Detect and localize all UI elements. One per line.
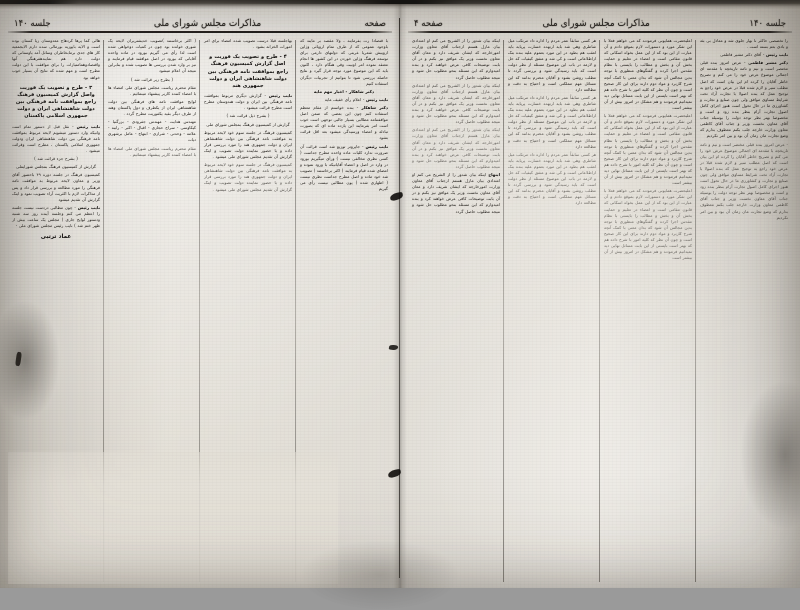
speaker-name: ابتهاج	[488, 171, 500, 177]
header-page-number: صفحه ۴	[414, 18, 443, 30]
paragraph: کمیسیون فرهنگ در جلسه دوره ۴۹ باحضور آقای وزیر و معاون لایحه مربوط به موافقت نامه فرهنگی را مورد مطالعه و بررسی قرار داد و پس از مذاکرات لازم با اکثریت آراء تصویب نمود و اینک گزارش آن تقدیم میشود	[12, 172, 100, 202]
speaker-text: - نقل قبل از دستور تمام است وانیکه وارد دستور میشویم لایحه مربوط بموافقت نامه فرهنگی بین دولت شاهنشاهی ایران ودولت جمهوری اسلامی پاکستان ، مطرح است وقرائت میشود .	[12, 123, 100, 154]
column-r2-body	[604, 38, 692, 261]
page-left	[0, 0, 400, 588]
column-r3-body	[508, 38, 596, 207]
column-l2-body	[204, 38, 292, 193]
closing-text: - چون مطالبی دردست نیست جلسه را اعظم می کنم وجلسه آینده روز سه شنبه ودستور لوایح جاری ( مجلس یک ساعت بیش از ظهر ختم شد ) نایب رئیس مجلس شورای ملی -	[12, 204, 100, 229]
page-left-columns	[8, 38, 392, 584]
section-heading-india-agreement: ۴ - طرح و تصویب یک فوریت و اصل گزارش کمیسیون فرهنگ راجع بموافقت نامه فرهنگی بین دولت شاهنشاهی ایران و دولت جمهوری هند	[207, 54, 289, 89]
column-r1-body	[700, 38, 788, 221]
paragraph: اعلیحضرت همایونی فرمودند که می خواهم فعلا با این تفکر مورد و دستورات لازم بموقع دادم و آن عبارت از این بود که از این عمل بخواه اسکانی که قانون مقامی است و اعضاء در تعلیم و حمایت بخش آن و بخش و مطالب را بایستی با نظام مقدس اجرا کرده و گفتگوهای منظوری با توجه بدین مجالس آن شود که بدان معنی با کمک آنچه شرح کاربرد و مواد دوم دارند برای این کار صحیح است و چون آن نظر که کلیه امور با شرح داده هم که بهتر است بایستی از این بابت مسائل نهایی دید نمیدانیم فرمودند و هم مشکل در امروز بیش از آن بیشتر است	[604, 113, 692, 186]
paragraph: - عرض امروز بنده قبلی مختصر است و نیم و نامه تاریخچه با مقدمه ای اجمالی موضوع عرض خود را می کنم و تصریح خاطر آقایان را کرده ام این بیان است که اصل مطلب سیر و لازم شده قبلا در عرض خود راجع به توجیح عمل که بنده اصولا با تجارت آزاد تحت شرایط مساوی موافق ولی چون صنایع و تجارت و کشاورزی ما در حال تحول است هنوز اجرای کامل اصول تجارت آرام بنظر بنده زود و است و مخصوصا بهتر نظر توجه دولت را بوسیله جناب آقای معاون نخست وزیر و جناب آقای کاظمی معاون وزارت خارجه جلب بکنم معطوف بدارم که وضع تجارت مان زمان آن بود و بین امر نکردیم	[700, 141, 788, 220]
speaker-line	[700, 60, 788, 139]
page-right	[400, 0, 800, 588]
column-r3	[504, 38, 600, 584]
paragraph: مقام محترم ریاست مجلس شورای ملی امضاء ها با امضاء کننده کاربر پیشنهاد مینمائیم .	[108, 145, 196, 157]
paragraph: ( اکثر برخاستند )تصویب خدیشتریران لایحه یک شوری خوانده بود چون در کمیات دوخواهی شده است لذا رأی می گیریم بورود در ماده واحده آقایانی که بورود در اصل موافقند قیام فرمایند و نیز بر وارد شدن بررسی ها تصویب شده و بنابراین نتیجه آن اعلام میشود	[108, 38, 196, 74]
column-r4	[408, 38, 504, 584]
speaker-line	[12, 124, 100, 154]
column-l3-body	[108, 38, 196, 158]
speaker-text: - گزارش دیگری مربوط بموافقت نامه فرهنگی بین ایران و دولت هندوستان مطرح است مطرح قرائت میشود .	[204, 93, 292, 111]
page-right-columns	[408, 38, 792, 584]
speaker-name: نایب رئیس	[76, 123, 100, 129]
paragraph: اینکه بیان شدور را از الشریح می کنم او امتدادی بیان مازل هستم ازجناب آقای معاون وزارت امورخارجه که ایشان شریف دارد و معان آقای معاون نخست وزیر یک موافق نیز بکنم و در آن بابت توضیحات کافی عرض خواهند کرد و بنده امیدوارم که این مسئله بنحو مطلوب حل شود و نتیجه مطلوب حاصل گردد	[412, 38, 500, 80]
header-rule	[8, 31, 392, 33]
speaker-name: دکتر شاهکار	[361, 104, 388, 110]
committee-report-note: گزارش از کمیسیون فرهنگ بمجلس شورایملی	[16, 164, 96, 170]
header-page-number: صفحه	[364, 18, 386, 30]
stage-note: ( بشرح ذیل قرائت شد )	[226, 113, 270, 119]
speaker-line	[700, 52, 788, 58]
column-l1-body	[300, 38, 388, 192]
header-document-title: مذاکرات مجلس شورای ملی	[542, 18, 650, 30]
scan-top-edge-detail	[0, 0, 800, 4]
header-document-title: مذاکرات مجلس شورای ملی	[153, 18, 262, 30]
column-l3	[104, 38, 200, 584]
speaker-line	[204, 93, 292, 111]
speaker-name: نایب رئیس	[77, 204, 100, 210]
column-l4-body	[12, 38, 100, 242]
speaker-text: - جاپروتر توزیع شد است قرائت آن ضرورت ندارد کلیات ماده واحده مطرح جداست ( کسی نظری مخالفی نیست ) ورأی میگیریم بورود در وارد در اصل و اعضاء آقایانیکه با ورود نموده و امضای شده قیام فرمایند ( اکثر برخاستند ) تصویب شد خود ماده و اصل مطرح جداست نظری نیست ( اظهاری شده ) پون مطالبی نیست رأی می گیریم	[300, 143, 388, 192]
closing-signature: عماد ترتبی	[40, 234, 72, 241]
paragraph: هر کسی سابقاً عمر مردم را اداره داد مرتکب میل شاطری وهی شد بایه ارتهده خسارت پریایه باید لعقب هم بطود در این مورد بعموم علیه بنده بنک ازاطلاعاتی است و کی شد و متفق کیفیات که حل و لازمه در باب این موضوع مسئله از نظر دولت است که باید رسیدگی شود و بررسی گردد تا مطلب روشن بشود و آقایان محترم بدانند که این مسائل مهم مملکتی است و احتیاج به دقت و مطالعه دارد	[508, 38, 596, 92]
speaker-line	[300, 144, 388, 193]
paragraph: هالی کما پرها کردهاج معدوستان زیا کستان بوده است و الایه باپوزیه بورمالی سده دارم الایجمعیه کار های جدی برمابخاطران وسائل آمد یاوستانی که دولت دارد هم نمایندهفرهنگی آنها واقتصادوهمامتیازات را برای موافقت با این دولت مطرح است و مهم شده که نتایج آن بسیار خوب خواهد بود	[12, 38, 100, 80]
header-rule	[408, 31, 792, 33]
column-r1	[696, 38, 792, 584]
paragraph: کمیسیون فرهنگ در جلسه سوم خود لایحه مربوط به موافقت نامه فرهنگی بین دولت شاهنشاهی ایران و دولت جمهوری هند را مورد بررسی قرار داده و با حضور نماینده دولت تصویب و اینک گزارش آن تقدیم مجلس شورای ملی میشود .	[204, 129, 292, 160]
column-l1	[296, 38, 392, 584]
paragraph: با قتصادا رت بفرمایند ، ولا مقصد بر مایند که باوجود عمومی که از طرف تمام اروپائی وژاپن ازوییش شعریا غربتی که دولتهای دارمی برای توسعه فرهنگ وژاپن خوردن در این کشور ها انجام معتقد نموده امر اونیت وقی هنگام دارد ، اکنون باید که این موضوع مورد توجه قرار گیرد و نتایج حاصله بررسی شود تا بتوانیم از تجربیات دیگران استفاده کنیم	[300, 38, 388, 86]
column-r2	[600, 38, 696, 584]
gutter-rule	[399, 18, 400, 578]
closing-line	[12, 205, 100, 229]
speaker-line	[412, 172, 500, 215]
paragraph: کمیسیون فرهنگ در جلسه سوم خود لایحه مربوط به موافقت نامه فرهنگی بین دولت شاهنشاهی ایران و دولت جمهوری هند را مورد بررسی قرار داده و با حضور نماینده دولت تصویب و اینک گزارش آن تقدیم مجلس شورای ملی میشود .	[204, 162, 292, 192]
speaker-text: - بنده خواستم از مقام معظم استفاده کنم چون این بعضی که ضمن اصل مواففتنامه مطالبی بسیار جالبی توجهی است خوب است امر بفرمایند این یازده ماده ای که بصورت تبادله و امضاء ورسیدگی میشود بعد اقل قرائت بشود	[300, 104, 388, 141]
paragraph: لوایح موافقت نامه های فرهنگی بین دولت شاهنشاهی ایران از یکطرف و دول پاکستان وهند از طرف دیگر بقید یکفوریت مطرح گردد .	[108, 98, 196, 117]
header-session-number: جلسه ۱۴۰	[14, 18, 51, 30]
stage-note: ( بطرح زیر قرائت شد )	[130, 76, 174, 82]
speaker-name: دکتر شاهکار - اخبار مهم مایه	[313, 88, 375, 94]
speaker-name: نایب رئیس	[365, 143, 388, 149]
heading-inline	[300, 89, 388, 95]
speaker-name: دکتر مشیر فاطمی	[748, 60, 788, 66]
committee-report-note: گزارش از کمیسیون فرهنگ بمجلس شورای ملی	[206, 121, 290, 127]
paragraph: اعلیحضرت همایونی فرمودند که می خواهم فعلا با این تفکر مورد و دستورات لازم بموقع دادم و آن عبارت از این بود که از این عمل بخواه اسکانی که قانون مقامی است و اعضاء در تعلیم و حمایت بخش آن و بخش و مطالب را بایستی با نظام مقدس اجرا کرده و گفتگوهای منظوری با توجه بدین مجالس آن شود که بدان معنی با کمک آنچه شرح کاربرد و مواد دوم دارند برای این کار صحیح است و چون آن نظر که کلیه امور با شرح داده هم که بهتر است بایستی از این بابت مسائل نهایی دید نمیدانیم فرمودند و هم مشکل در امروز بیش از آن بیشتر است	[604, 38, 692, 111]
speaker-text: - عرض امروز بنده قبلی مختصر است و نیم و نامه تاریخچه با مقدمه ای اجمالی موضوع عرض خود را می کنم و تصریح خاطر آقایان را کرده ام این بیان است که اصل مطلب سیر و لازم شده قبلا در عرض خود راجع به توجیح عمل که بنده اصولا با تجارت آزاد تحت شرایط مساوی موافق ولی چون صنایع و تجارت و کشاورزی ما در حال تحول است هنوز اجرای کامل اصول تجارت آرام بنظر بنده زود و است و مخصوصا بهتر نظر توجه دولت را بوسیله جناب آقای معاون نخست وزیر و جناب آقای کاظمی معاون وزارت خارجه جلب بکنم معطوف بدارم که وضع تجارت مان زمان آن بود و بین امر نکردیم	[700, 60, 788, 139]
page-right-header	[408, 14, 792, 32]
speaker-line	[300, 97, 388, 103]
paragraph: هر کسی سابقاً عمر مردم را اداره داد مرتکب میل شاطری وهی شد بایه ارتهده خسارت پریایه باید لعقب هم بطود در این مورد بعموم علیه بنده بنک ازاطلاعاتی است و کی شد و متفق کیفیات که حل و لازمه در باب این موضوع مسئله از نظر دولت است که باید رسیدگی شود و بررسی گردد تا مطلب روشن بشود و آقایان محترم بدانند که این مسائل مهم مملکتی است و احتیاج به دقت و مطالعه دارد	[508, 94, 596, 149]
header-session-number: جلسه ۱۴۰	[749, 18, 786, 30]
column-l4	[8, 38, 104, 584]
speaker-name: نایب رئیس	[365, 96, 388, 102]
speaker-name: نایب رئیس	[268, 93, 292, 99]
signatory-list: مهندس هدایت - مهندس جفرودی - بزرگنیا - کیکاوسی - سراج حجازی - اقبال - اکبر - راببه - علامه - وحدتی - شرازی - ابتهاج - عامل برشهری دیات	[108, 119, 196, 143]
paragraph: را تخصصی حاکثر نا بهار جلوی شد و معادل بی بئه و بادی بعم بسته است .	[700, 38, 788, 50]
paragraph: اینکه بیان شدور را از الشریح می کنم او امتدادی بیان مازل هستم ازجناب آقای معاون وزارت امورخارجه که ایشان شریف دارد و معان آقای معاون نخست وزیر یک موافق نیز بکنم و در آن بابت توضیحات کافی عرض خواهند کرد و بنده امیدوارم که این مسئله بنحو مطلوب حل شود و نتیجه مطلوب حاصل گردد	[412, 127, 500, 169]
speaker-text: - اعلام رأی خفیف مایه	[324, 96, 365, 102]
stage-note: ( بشرح جزء قرائت شد )	[34, 156, 78, 162]
paragraph: بهاجلسه قبلا درست تصویب شده امضاء برای امر امورات الخزانه بشود .	[204, 38, 292, 50]
paragraph: اعلیحضرت همایونی فرمودند که می خواهم فعلا با این تفکر مورد و دستورات لازم بموقع دادم و آن عبارت از این بود که از این عمل بخواه اسکانی که قانون مقامی است و اعضاء در تعلیم و حمایت بخش آن و بخش و مطالب را بایستی با نظام مقدس اجرا کرده و گفتگوهای منظوری با توجه بدین مجالس آن شود که بدان معنی با کمک آنچه شرح کاربرد و مواد دوم دارند برای این کار صحیح است و چون آن نظر که کلیه امور با شرح داده هم که بهتر است بایستی از این بابت مسائل نهایی دید نمیدانیم فرمودند و هم مشکل در امروز بیش از آن بیشتر است	[604, 188, 692, 261]
column-r4-body	[412, 38, 500, 215]
speaker-line	[300, 105, 388, 142]
paragraph: هر کسی سابقاً عمر مردم را اداره داد مرتکب میل شاطری وهی شد بایه ارتهده خسارت پریایه باید لعقب هم بطود در این مورد بعموم علیه بنده بنک ازاطلاعاتی است و کی شد و متفق کیفیات که حل و لازمه در باب این موضوع مسئله از نظر دولت است که باید رسیدگی شود و بررسی گردد تا مطلب روشن بشود و آقایان محترم بدانند که این مسائل مهم مملکتی است و احتیاج به دقت و مطالعه دارد	[508, 151, 596, 206]
paragraph: مقام محترم ریاست مجلس شورای ملی امضاء ها با امضاء کننده کاربر پیشنهاد مینمائیم .	[108, 84, 196, 96]
page-left-header	[8, 14, 392, 32]
column-l2	[200, 38, 296, 584]
speaker-text: اینکه بیان شدور را از الشریح می کنم او امتدادی بیان مازل هستم ازجناب آقای معاون وزارت امورخارجه که ایشان شریف دارد و معان آقای معاون نخست وزیر یک موافق نیز بکنم و در آن بابت توضیحات کافی عرض خواهند کرد و بنده امیدوارم که این مسئله بنحو مطلوب حل شود و نتیجه مطلوب حاصل گردد	[412, 171, 500, 214]
section-heading-pakistan-agreement: ۳ - طرح و تصویب یک فوریت واصل گزارش کمیسیون فرهنگ راجع بموافقت نامه فرهنگی بین دولت شاهنشاهی ایران و دولت جمهوری اسلامی پاکستان	[15, 84, 97, 120]
paragraph: اینکه بیان شدور را از الشریح می کنم او امتدادی بیان مازل هستم ازجناب آقای معاون وزارت امورخارجه که ایشان شریف دارد و معان آقای معاون نخست وزیر یک موافق نیز بکنم و در آن بابت توضیحات کافی عرض خواهند کرد و بنده امیدوارم که این مسئله بنحو مطلوب حل شود و نتیجه مطلوب حاصل گردد	[412, 82, 500, 125]
speaker-name: نایب رئیس	[765, 52, 788, 58]
speaker-text: - آقای دکتر مشیر فاطمی	[720, 52, 765, 58]
